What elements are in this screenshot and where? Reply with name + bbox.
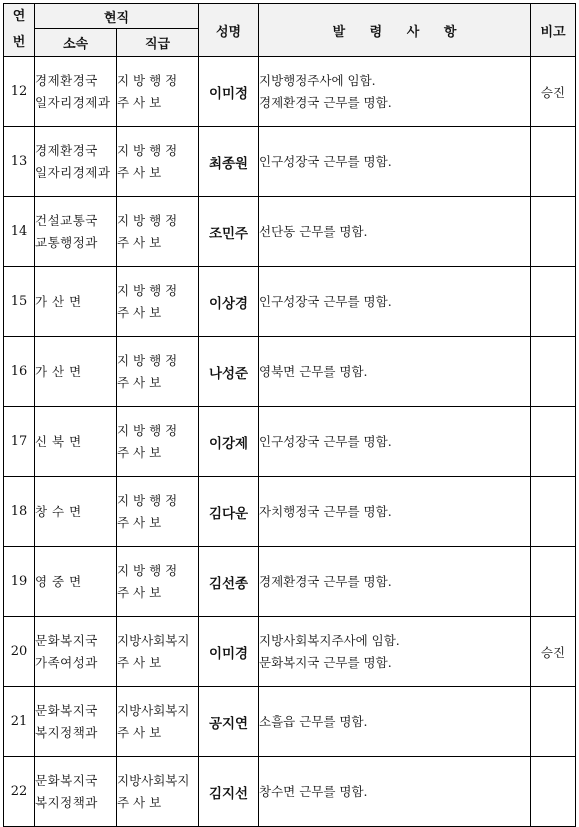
department-line: 일자리경제과	[35, 94, 111, 110]
appointment-cell	[259, 57, 531, 127]
appointment-cell	[259, 547, 531, 617]
header-serial-no-line1: 연	[12, 9, 26, 24]
header-appointment	[259, 4, 531, 57]
department-line: 교통행정과	[35, 234, 98, 250]
rank-line: 지 방 행 정	[117, 562, 178, 578]
serial-number-cell: 19	[4, 547, 35, 617]
serial-number-cell: 12	[4, 57, 35, 127]
serial-number-cell: 22	[4, 757, 35, 827]
appointment-cell	[259, 337, 531, 407]
header-current-position: 현직	[35, 4, 199, 29]
rank-cell	[117, 407, 199, 477]
rank-line: 주 사 보	[117, 164, 162, 180]
appointment-line: 자치행정국 근무를 명함.	[259, 503, 392, 519]
header-remark: 비고	[531, 4, 576, 57]
rank-line: 지방사회복지	[117, 772, 190, 788]
table-header	[4, 4, 576, 57]
appointment-line: 경제환경국 근무를 명함.	[259, 573, 392, 589]
rank-line: 주 사 보	[117, 374, 162, 390]
serial-number-cell: 17	[4, 407, 35, 477]
rank-cell	[117, 127, 199, 197]
person-name-cell: 최종원	[199, 127, 259, 197]
rank-line: 주 사 보	[117, 234, 162, 250]
appointment-cell	[259, 617, 531, 687]
appointment-line: 영북면 근무를 명함.	[259, 363, 368, 379]
department-line: 창 수 면	[35, 503, 82, 519]
table-row	[4, 617, 576, 687]
appointment-line: 지방행정주사에 임함.	[259, 72, 376, 88]
appointment-line: 인구성장국 근무를 명함.	[259, 153, 392, 169]
remark-cell	[531, 127, 576, 197]
rank-line: 주 사 보	[117, 304, 162, 320]
appointment-line: 소흘읍 근무를 명함.	[259, 713, 368, 729]
serial-number-cell: 14	[4, 197, 35, 267]
rank-cell	[117, 337, 199, 407]
serial-number-cell: 15	[4, 267, 35, 337]
department-cell	[35, 687, 117, 757]
table-row	[4, 687, 576, 757]
rank-line: 지 방 행 정	[117, 492, 178, 508]
appointment-line: 지방사회복지주사에 임함.	[259, 632, 400, 648]
person-name-cell: 이미정	[199, 57, 259, 127]
remark-cell	[531, 407, 576, 477]
appointment-line: 인구성장국 근무를 명함.	[259, 293, 392, 309]
rank-line: 지 방 행 정	[117, 72, 178, 88]
rank-line: 지 방 행 정	[117, 422, 178, 438]
rank-line: 지 방 행 정	[117, 352, 178, 368]
department-cell	[35, 407, 117, 477]
table-row	[4, 407, 576, 477]
department-line: 문화복지국	[35, 702, 98, 718]
department-cell	[35, 617, 117, 687]
header-name: 성명	[199, 4, 259, 57]
rank-line: 주 사 보	[117, 94, 162, 110]
appointment-cell	[259, 477, 531, 547]
appointment-cell	[259, 267, 531, 337]
table-row	[4, 197, 576, 267]
header-row-top	[4, 4, 576, 29]
department-line: 경제환경국	[35, 142, 98, 158]
table-row	[4, 757, 576, 827]
rank-line: 지방사회복지	[117, 702, 190, 718]
serial-number-cell: 13	[4, 127, 35, 197]
table-row	[4, 547, 576, 617]
table-body	[4, 57, 576, 827]
department-line: 문화복지국	[35, 772, 98, 788]
table-row	[4, 127, 576, 197]
remark-cell	[531, 337, 576, 407]
rank-cell	[117, 197, 199, 267]
rank-cell	[117, 617, 199, 687]
department-line: 경제환경국	[35, 72, 98, 88]
department-line: 가 산 면	[35, 363, 82, 379]
rank-line: 지 방 행 정	[117, 282, 178, 298]
table-row	[4, 337, 576, 407]
rank-cell	[117, 57, 199, 127]
rank-line: 주 사 보	[117, 724, 162, 740]
remark-cell	[531, 197, 576, 267]
appointment-cell	[259, 687, 531, 757]
department-line: 가족여성과	[35, 654, 98, 670]
appointment-cell	[259, 197, 531, 267]
remark-cell: 승진	[531, 617, 576, 687]
table-row	[4, 477, 576, 547]
table-row	[4, 267, 576, 337]
department-line: 영 중 면	[35, 573, 82, 589]
department-cell	[35, 757, 117, 827]
personnel-appointment-table	[3, 3, 576, 827]
rank-cell	[117, 267, 199, 337]
remark-cell	[531, 547, 576, 617]
appointment-line: 인구성장국 근무를 명함.	[259, 433, 392, 449]
department-line: 가 산 면	[35, 293, 82, 309]
remark-cell	[531, 757, 576, 827]
header-serial-no-line2: 번	[12, 35, 26, 50]
serial-number-cell: 20	[4, 617, 35, 687]
person-name-cell: 조민주	[199, 197, 259, 267]
rank-line: 주 사 보	[117, 514, 162, 530]
person-name-cell: 이미경	[199, 617, 259, 687]
remark-cell	[531, 687, 576, 757]
department-line: 복지정책과	[35, 724, 98, 740]
person-name-cell: 이강제	[199, 407, 259, 477]
person-name-cell: 김선종	[199, 547, 259, 617]
department-line: 일자리경제과	[35, 164, 111, 180]
appointment-cell	[259, 757, 531, 827]
department-line: 건설교통국	[35, 212, 98, 228]
serial-number-cell: 18	[4, 477, 35, 547]
table-row	[4, 57, 576, 127]
remark-cell: 승진	[531, 57, 576, 127]
rank-cell	[117, 757, 199, 827]
rank-line: 주 사 보	[117, 584, 162, 600]
department-cell	[35, 337, 117, 407]
rank-line: 주 사 보	[117, 444, 162, 460]
header-rank: 직급	[117, 29, 199, 57]
department-line: 복지정책과	[35, 794, 98, 810]
department-line: 신 북 면	[35, 433, 82, 449]
remark-cell	[531, 267, 576, 337]
serial-number-cell: 16	[4, 337, 35, 407]
appointment-cell	[259, 127, 531, 197]
rank-cell	[117, 477, 199, 547]
header-department: 소속	[35, 29, 117, 57]
header-appointment-label: 발 령 사 항	[332, 24, 467, 40]
rank-line: 지 방 행 정	[117, 142, 178, 158]
department-cell	[35, 127, 117, 197]
department-line: 문화복지국	[35, 632, 98, 648]
rank-line: 주 사 보	[117, 794, 162, 810]
appointment-line: 문화복지국 근무를 명함.	[259, 654, 392, 670]
department-cell	[35, 197, 117, 267]
serial-number-cell: 21	[4, 687, 35, 757]
rank-cell	[117, 547, 199, 617]
header-serial-no	[4, 4, 35, 57]
appointment-line: 경제환경국 근무를 명함.	[259, 94, 392, 110]
person-name-cell: 이상경	[199, 267, 259, 337]
remark-cell	[531, 477, 576, 547]
appointment-line: 선단동 근무를 명함.	[259, 223, 368, 239]
appointment-cell	[259, 407, 531, 477]
person-name-cell: 김다운	[199, 477, 259, 547]
rank-line: 지 방 행 정	[117, 212, 178, 228]
department-cell	[35, 57, 117, 127]
rank-line: 지방사회복지	[117, 632, 190, 648]
department-cell	[35, 547, 117, 617]
rank-line: 주 사 보	[117, 654, 162, 670]
person-name-cell: 김지선	[199, 757, 259, 827]
person-name-cell: 공지연	[199, 687, 259, 757]
rank-cell	[117, 687, 199, 757]
appointment-line: 창수면 근무를 명함.	[259, 783, 368, 799]
person-name-cell: 나성준	[199, 337, 259, 407]
department-cell	[35, 477, 117, 547]
department-cell	[35, 267, 117, 337]
